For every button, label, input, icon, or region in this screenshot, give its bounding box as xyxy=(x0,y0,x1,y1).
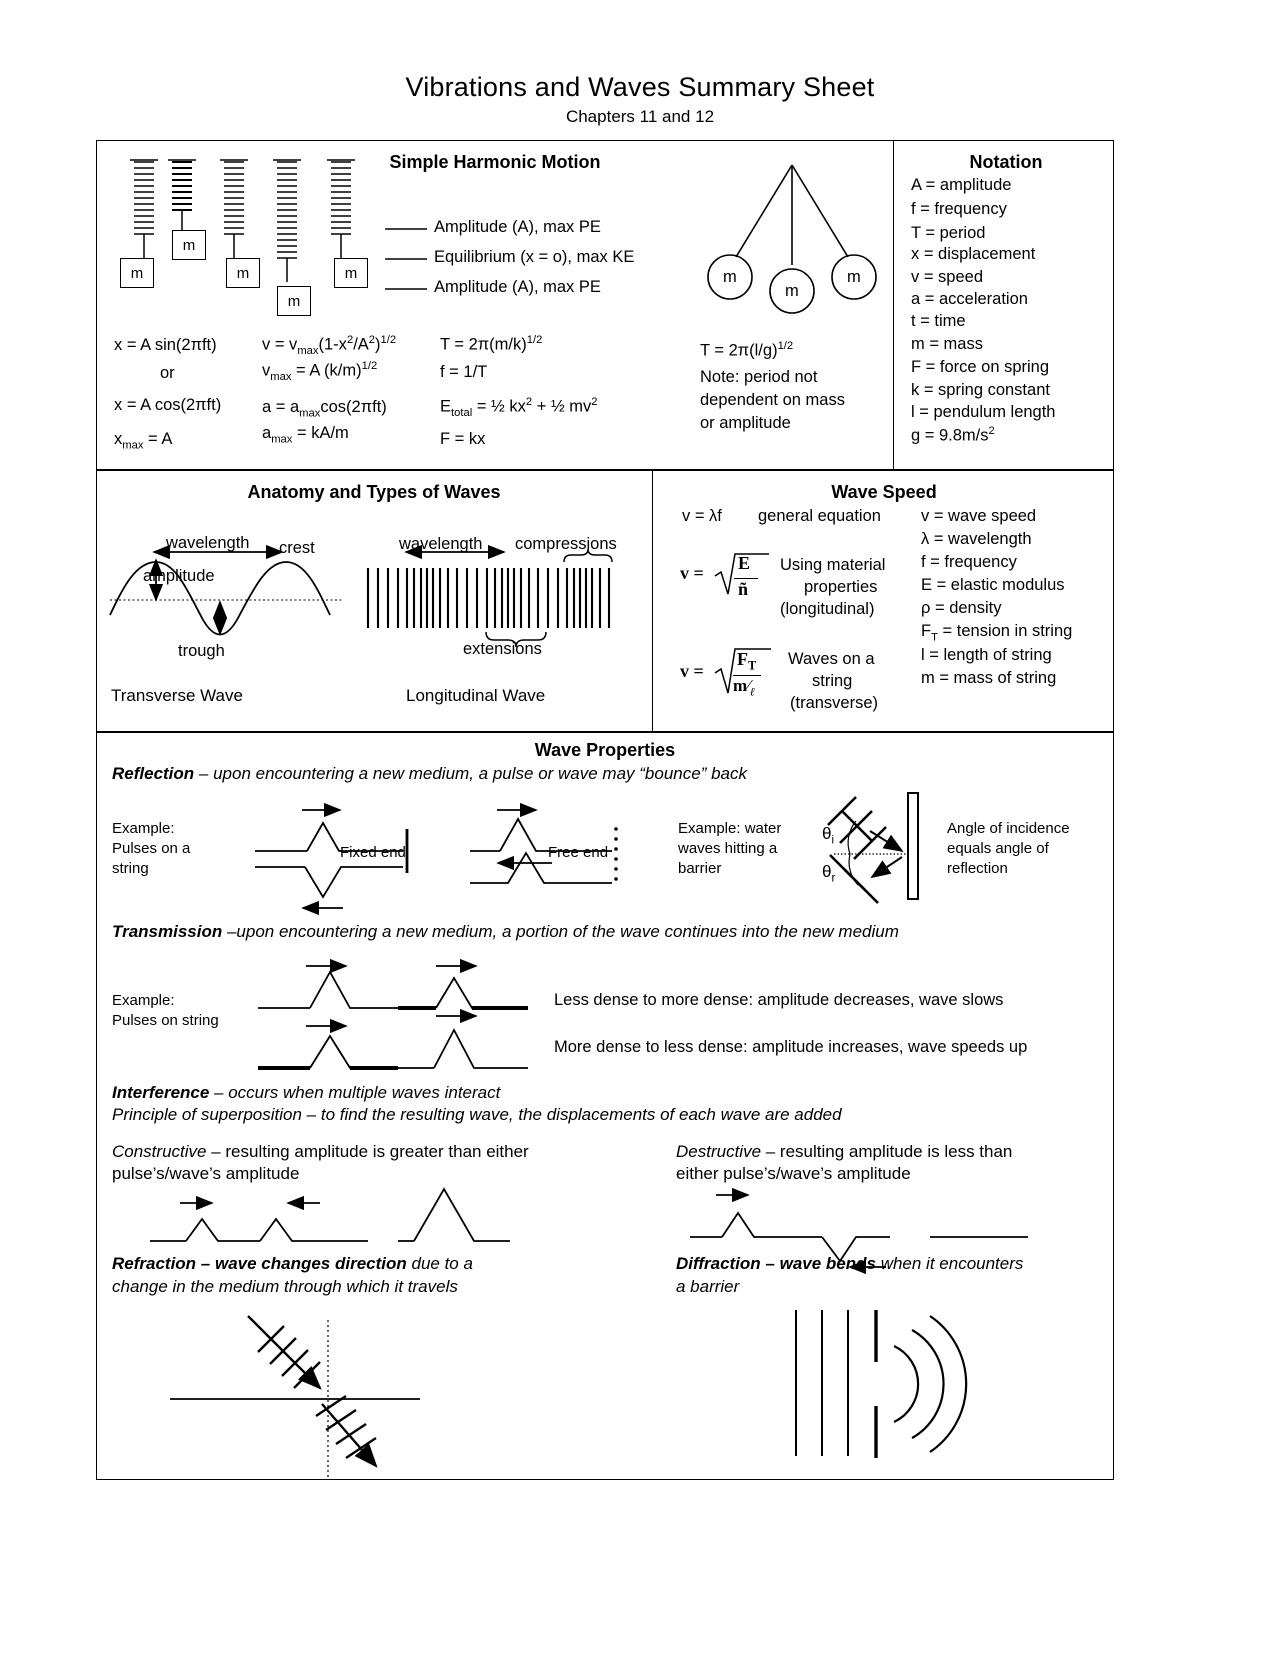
anatomy-wavespeed-divider xyxy=(652,470,653,732)
wavespeed-material-note-1: Using material xyxy=(780,556,886,574)
shm-formula-xmax: $x_{max} = A$ xyxy=(114,430,173,452)
superposition-heading xyxy=(112,1105,842,1125)
wavespeed-legend-3: E = elastic modulus xyxy=(921,576,1065,594)
spring-mass-4: m xyxy=(277,286,311,316)
shm-formula-amax: $a_{max} = kA/m$ xyxy=(262,424,349,446)
transmission-note-2: More dense to less dense: amplitude increases, wave speeds up xyxy=(554,1038,1028,1056)
transmission-note-1: Less dense to more dense: amplitude decreases, wave slows xyxy=(554,991,1004,1009)
notation-item-10: l = pendulum length xyxy=(911,403,1056,421)
wavespeed-legend-0: v = wave speed xyxy=(921,507,1037,525)
wavespeed-string-note-3: (transverse) xyxy=(790,694,879,712)
notation-item-1: f = frequency xyxy=(911,200,1007,218)
wavespeed-material-note-2: properties xyxy=(804,578,878,596)
transverse-trough-label: trough xyxy=(178,642,225,660)
refraction-term: Refraction – wave changes direction xyxy=(112,1254,407,1273)
anatomy-header: Anatomy and Types of Waves xyxy=(247,482,501,502)
wavespeed-material-numerator: E xyxy=(738,553,751,573)
angle-note-line-3: reflection xyxy=(947,860,1008,877)
angle-note-line-1: Angle of incidence xyxy=(947,820,1070,837)
spring-mass-1: m xyxy=(120,258,154,288)
reflection-example-line-2: Pulses on a xyxy=(112,840,191,857)
destructive-heading xyxy=(676,1142,1012,1162)
transverse-amplitude-label: amplitude xyxy=(143,567,215,585)
notation-header: Notation xyxy=(969,152,1043,172)
wavespeed-string-note-2: string xyxy=(812,672,853,690)
spring-diagrams xyxy=(110,160,390,320)
shm-formula-E: $E_{total}$ = ½ $kx^2$ + ½ $mv^2$ xyxy=(440,396,598,419)
wavespeed-legend-5: $F_T$ = tension in string xyxy=(921,622,1073,644)
wavespeed-legend-6: l = length of string xyxy=(921,646,1052,664)
shm-header: Simple Harmonic Motion xyxy=(389,152,601,172)
pendulum-diagram xyxy=(700,165,900,285)
notation-item-7: m = mass xyxy=(911,335,983,353)
transmission-diagram-bottom xyxy=(258,1022,533,1082)
pendulum-mass-right: m xyxy=(847,268,861,286)
spring-mass-5: m xyxy=(334,258,368,288)
transmission-example-line-1: Example: xyxy=(112,992,175,1009)
shm-formula-x-cos: x = A cos(2πft) xyxy=(114,396,222,414)
destructive-line-2: either pulse’s/wave’s amplitude xyxy=(676,1164,911,1183)
wavespeed-material-note-3: (longitudinal) xyxy=(780,600,875,618)
transmission-heading xyxy=(112,922,899,942)
theta-r-label: $\theta_r$ xyxy=(822,862,836,885)
wavespeed-string-note-1: Waves on a xyxy=(788,650,875,668)
constructive-desc: – resulting amplitude is greater than either xyxy=(206,1142,529,1161)
pendulum-note-1: Note: period not xyxy=(700,368,818,386)
reflection-barrier-diagram xyxy=(820,795,940,905)
page-subtitle: Chapters 11 and 12 xyxy=(565,107,715,126)
notation-item-3: x = displacement xyxy=(911,245,1036,263)
notation-item-4: v = speed xyxy=(911,268,984,286)
free-end-label: Free end xyxy=(548,844,609,861)
transmission-term: Transmission xyxy=(112,922,223,941)
wavespeed-eq-material: v = xyxy=(680,563,704,583)
constructive-heading xyxy=(112,1142,529,1162)
diffraction-desc: when it encounters xyxy=(875,1254,1024,1273)
level-label-mid: Equilibrium (x = o), max KE xyxy=(434,248,635,266)
wavespeed-string-denominator: $m⁄_\ell$ xyxy=(733,676,755,699)
longitudinal-extensions-label: extensions xyxy=(463,640,542,658)
level-marker-lines xyxy=(385,226,430,296)
transverse-wave-caption: Transverse Wave xyxy=(111,686,243,705)
reflection-heading xyxy=(112,764,747,784)
wavespeed-string-numerator: $F_T$ xyxy=(737,649,757,673)
constructive-interference-diagram xyxy=(150,1195,520,1255)
reflection-desc: – upon encountering a new medium, a pulse or wave may “bounce” back xyxy=(194,764,748,783)
pendulum-mass-mid: m xyxy=(785,282,799,300)
notation-item-6: t = time xyxy=(911,312,966,330)
pendulum-note-3: or amplitude xyxy=(700,414,791,432)
notation-item-8: F = force on spring xyxy=(911,358,1050,376)
interference-desc: – occurs when multiple waves interact xyxy=(209,1083,501,1102)
shm-formula-f: f = 1/T xyxy=(440,363,488,381)
pendulum-mass-left: m xyxy=(723,268,737,286)
water-example-line-1: Example: water xyxy=(678,820,782,837)
water-example-line-2: waves hitting a xyxy=(678,840,778,857)
refraction-line-2: change in the medium through which it travels xyxy=(112,1277,458,1296)
diffraction-diagram xyxy=(790,1310,1000,1470)
notation-item-5: a = acceleration xyxy=(911,290,1028,308)
refraction-diagram xyxy=(170,1320,430,1480)
spring-mass-2: m xyxy=(172,230,206,260)
level-label-bot: Amplitude (A), max PE xyxy=(434,278,601,296)
transmission-diagram-top xyxy=(258,962,533,1022)
angle-note-line-2: equals angle of xyxy=(947,840,1049,857)
shm-formula-or: or xyxy=(160,364,175,382)
wave-properties-header: Wave Properties xyxy=(534,740,676,760)
pendulum-formula: $T = 2\pi(l/g)^{1/2}$ xyxy=(700,340,794,360)
transmission-desc: –upon encountering a new medium, a portion of the wave continues into the new medium xyxy=(222,922,899,941)
interference-heading xyxy=(112,1083,500,1103)
page-title: Vibrations and Waves Summary Sheet xyxy=(405,72,875,102)
water-example-line-3: barrier xyxy=(678,860,722,877)
notation-item-9: k = spring constant xyxy=(911,381,1050,399)
shm-formula-F: F = kx xyxy=(440,430,486,448)
notation-item-11: $g = 9.8m/s^2$ xyxy=(911,425,995,445)
reflection-term: Reflection xyxy=(112,764,195,783)
superposition-term: Principle of superposition xyxy=(112,1105,302,1124)
constructive-line-2: pulse’s/wave’s amplitude xyxy=(112,1164,300,1183)
level-label-top: Amplitude (A), max PE xyxy=(434,218,601,236)
shm-formula-a: $a = a_{max}\cos(2\pi ft)$ xyxy=(262,398,387,420)
notation-item-0: A = amplitude xyxy=(911,176,1012,194)
wavespeed-eq-general-note: general equation xyxy=(758,507,881,525)
transmission-example-line-2: Pulses on string xyxy=(112,1012,219,1029)
destructive-term: Destructive xyxy=(676,1142,762,1161)
destructive-interference-diagram xyxy=(690,1185,1090,1255)
fixed-end-label: Fixed end xyxy=(340,844,406,861)
longitudinal-wavelength-label: wavelength xyxy=(399,535,483,553)
theta-i-label: $\theta_i$ xyxy=(822,824,835,847)
reflection-example-line-3: string xyxy=(112,860,149,877)
constructive-term: Constructive xyxy=(112,1142,207,1161)
wavespeed-legend-7: m = mass of string xyxy=(921,669,1057,687)
diffraction-heading xyxy=(676,1254,1023,1274)
refraction-heading xyxy=(112,1254,473,1274)
wavespeed-legend-4: ρ = density xyxy=(921,599,1002,617)
shm-formula-vmax: $v_{max} = A$ $(k/m)^{1/2}$ xyxy=(262,360,378,383)
wavespeed-header: Wave Speed xyxy=(831,482,937,502)
notation-item-2: T = period xyxy=(911,224,986,242)
wavespeed-material-denominator: ñ xyxy=(738,579,749,599)
destructive-desc: – resulting amplitude is less than xyxy=(761,1142,1013,1161)
longitudinal-wave-caption: Longitudinal Wave xyxy=(406,686,546,705)
transverse-crest-label: crest xyxy=(279,539,315,557)
reflection-example-line-1: Example: xyxy=(112,820,175,837)
wavespeed-legend-1: λ = wavelength xyxy=(921,530,1032,548)
diffraction-term: Diffraction – wave bends xyxy=(676,1254,876,1273)
refraction-desc: due to a xyxy=(406,1254,473,1273)
shm-formula-T: $T = 2\pi(m/k)^{1/2}$ xyxy=(440,334,543,354)
diffraction-line-2: a barrier xyxy=(676,1277,740,1296)
wavespeed-eq-general: v = λf xyxy=(682,507,722,525)
interference-term: Interference xyxy=(112,1083,210,1102)
shm-formula-x-sin: x = A sin(2πft) xyxy=(114,336,217,354)
spring-mass-3: m xyxy=(226,258,260,288)
pendulum-note-2: dependent on mass xyxy=(700,391,845,409)
wavespeed-eq-string: v = xyxy=(680,661,704,681)
longitudinal-compressions-label: compressions xyxy=(515,535,617,553)
shm-formula-v: $v = v_{max}(1-x^2/A^2)^{1/2}$ xyxy=(262,334,397,357)
wavespeed-legend-2: f = frequency xyxy=(921,553,1017,571)
transverse-wavelength-label: wavelength xyxy=(166,534,250,552)
superposition-desc: – to find the resulting wave, the displacements of each wave are added xyxy=(301,1105,842,1124)
